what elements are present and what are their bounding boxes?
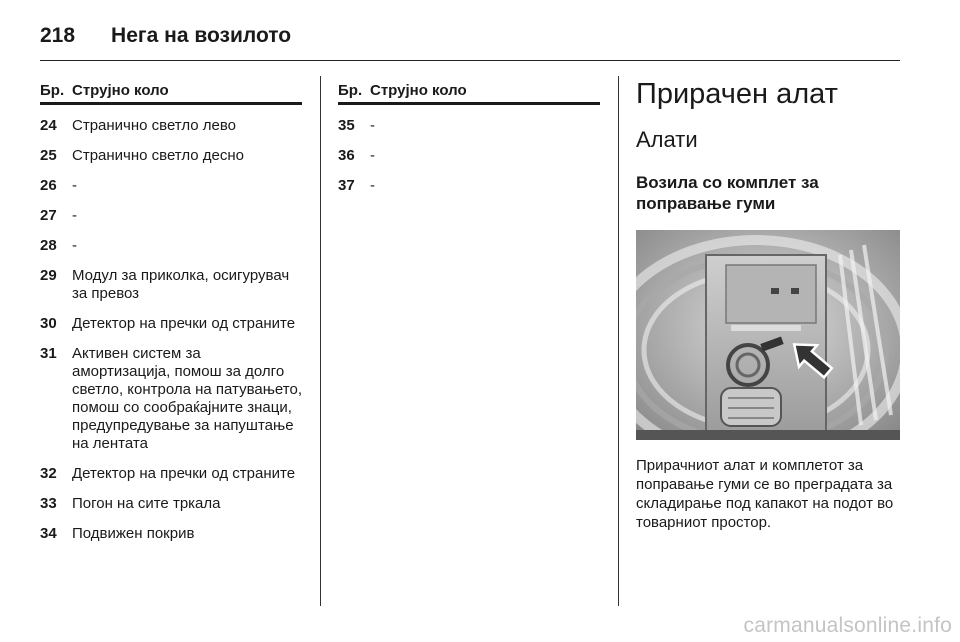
- fuse-number: 25: [40, 147, 57, 164]
- header-divider: [40, 60, 900, 61]
- table-row: [40, 147, 302, 165]
- table-row: [338, 177, 600, 195]
- section-title: Прирачен алат: [636, 78, 838, 110]
- column-divider-2: [618, 76, 619, 606]
- table-header: [40, 80, 302, 105]
- table-row: [40, 117, 302, 135]
- page-header: [40, 14, 900, 58]
- fuse-number: 35: [338, 117, 355, 134]
- fuse-circuit: Погон на сите тркала: [72, 495, 221, 512]
- fuse-number: 37: [338, 177, 355, 194]
- table-row: [338, 147, 600, 165]
- table-row: [40, 267, 302, 303]
- table-row: [40, 495, 302, 513]
- photo-caption: Прирачниот алат и комплетот за поправање гуми се во преградата за складирање под капакот на подот во товарниот простор.: [636, 457, 894, 531]
- fuse-number: 24: [40, 117, 57, 134]
- table-row: [40, 177, 302, 195]
- column-header-circuit: Струјно коло: [72, 81, 169, 99]
- fuse-number: 30: [40, 315, 57, 332]
- fuse-table-right: [338, 80, 600, 195]
- fuse-number: 26: [40, 177, 57, 194]
- fuse-number: 31: [40, 345, 57, 362]
- page-number: 218: [40, 24, 76, 47]
- fuse-number: 32: [40, 465, 57, 482]
- table-row: [40, 465, 302, 483]
- tire-repair-kit-illustration: [636, 230, 900, 440]
- column-header-no: Бр.: [40, 81, 65, 99]
- fuse-circuit: Странично светло десно: [72, 147, 244, 164]
- section-subsubtitle: Возила со комплет за поправање гуми: [636, 173, 819, 213]
- fuse-circuit: Детектор на пречки од страните: [72, 465, 296, 482]
- fuse-number: 33: [40, 495, 57, 512]
- table-row: [40, 207, 302, 225]
- fuse-number: 28: [40, 237, 57, 254]
- fuse-circuit: -: [72, 237, 77, 254]
- tools-section: [636, 80, 900, 547]
- fuse-number: 36: [338, 147, 355, 164]
- fuse-circuit: -: [370, 177, 375, 194]
- tire-repair-kit-photo: [636, 230, 900, 440]
- table-row: [40, 237, 302, 255]
- table-row: [40, 525, 302, 543]
- column-header-no: Бр.: [338, 81, 363, 99]
- fuse-number: 27: [40, 207, 57, 224]
- chapter-title: Нега на возилото: [111, 24, 292, 47]
- table-row: [40, 345, 302, 453]
- fuse-circuit: Подвижен покрив: [72, 525, 195, 542]
- column-header-circuit: Струјно коло: [370, 81, 467, 99]
- section-subtitle: Алати: [636, 127, 698, 152]
- fuse-circuit: Активен систем за амортизација, помош за долго светло, контрола на патувањето, помош со сообраќајните знаци, предупредување за напуштање на лентата: [72, 345, 302, 452]
- table-row: [338, 117, 600, 135]
- fuse-number: 34: [40, 525, 57, 542]
- fuse-table-left: [40, 80, 302, 543]
- table-row: [40, 315, 302, 333]
- fuse-circuit: Модул за приколка, осигурувач за превоз: [72, 267, 290, 302]
- column-divider-1: [320, 76, 321, 606]
- fuse-circuit: -: [370, 117, 375, 134]
- fuse-circuit: Странично светло лево: [72, 117, 237, 134]
- fuse-circuit: Детектор на пречки од страните: [72, 315, 296, 332]
- fuse-circuit: -: [72, 177, 77, 194]
- fuse-circuit: -: [72, 207, 77, 224]
- fuse-circuit: -: [370, 147, 375, 164]
- table-header: [338, 80, 600, 105]
- fuse-number: 29: [40, 267, 57, 284]
- watermark: carmanualsonline.info: [743, 614, 952, 637]
